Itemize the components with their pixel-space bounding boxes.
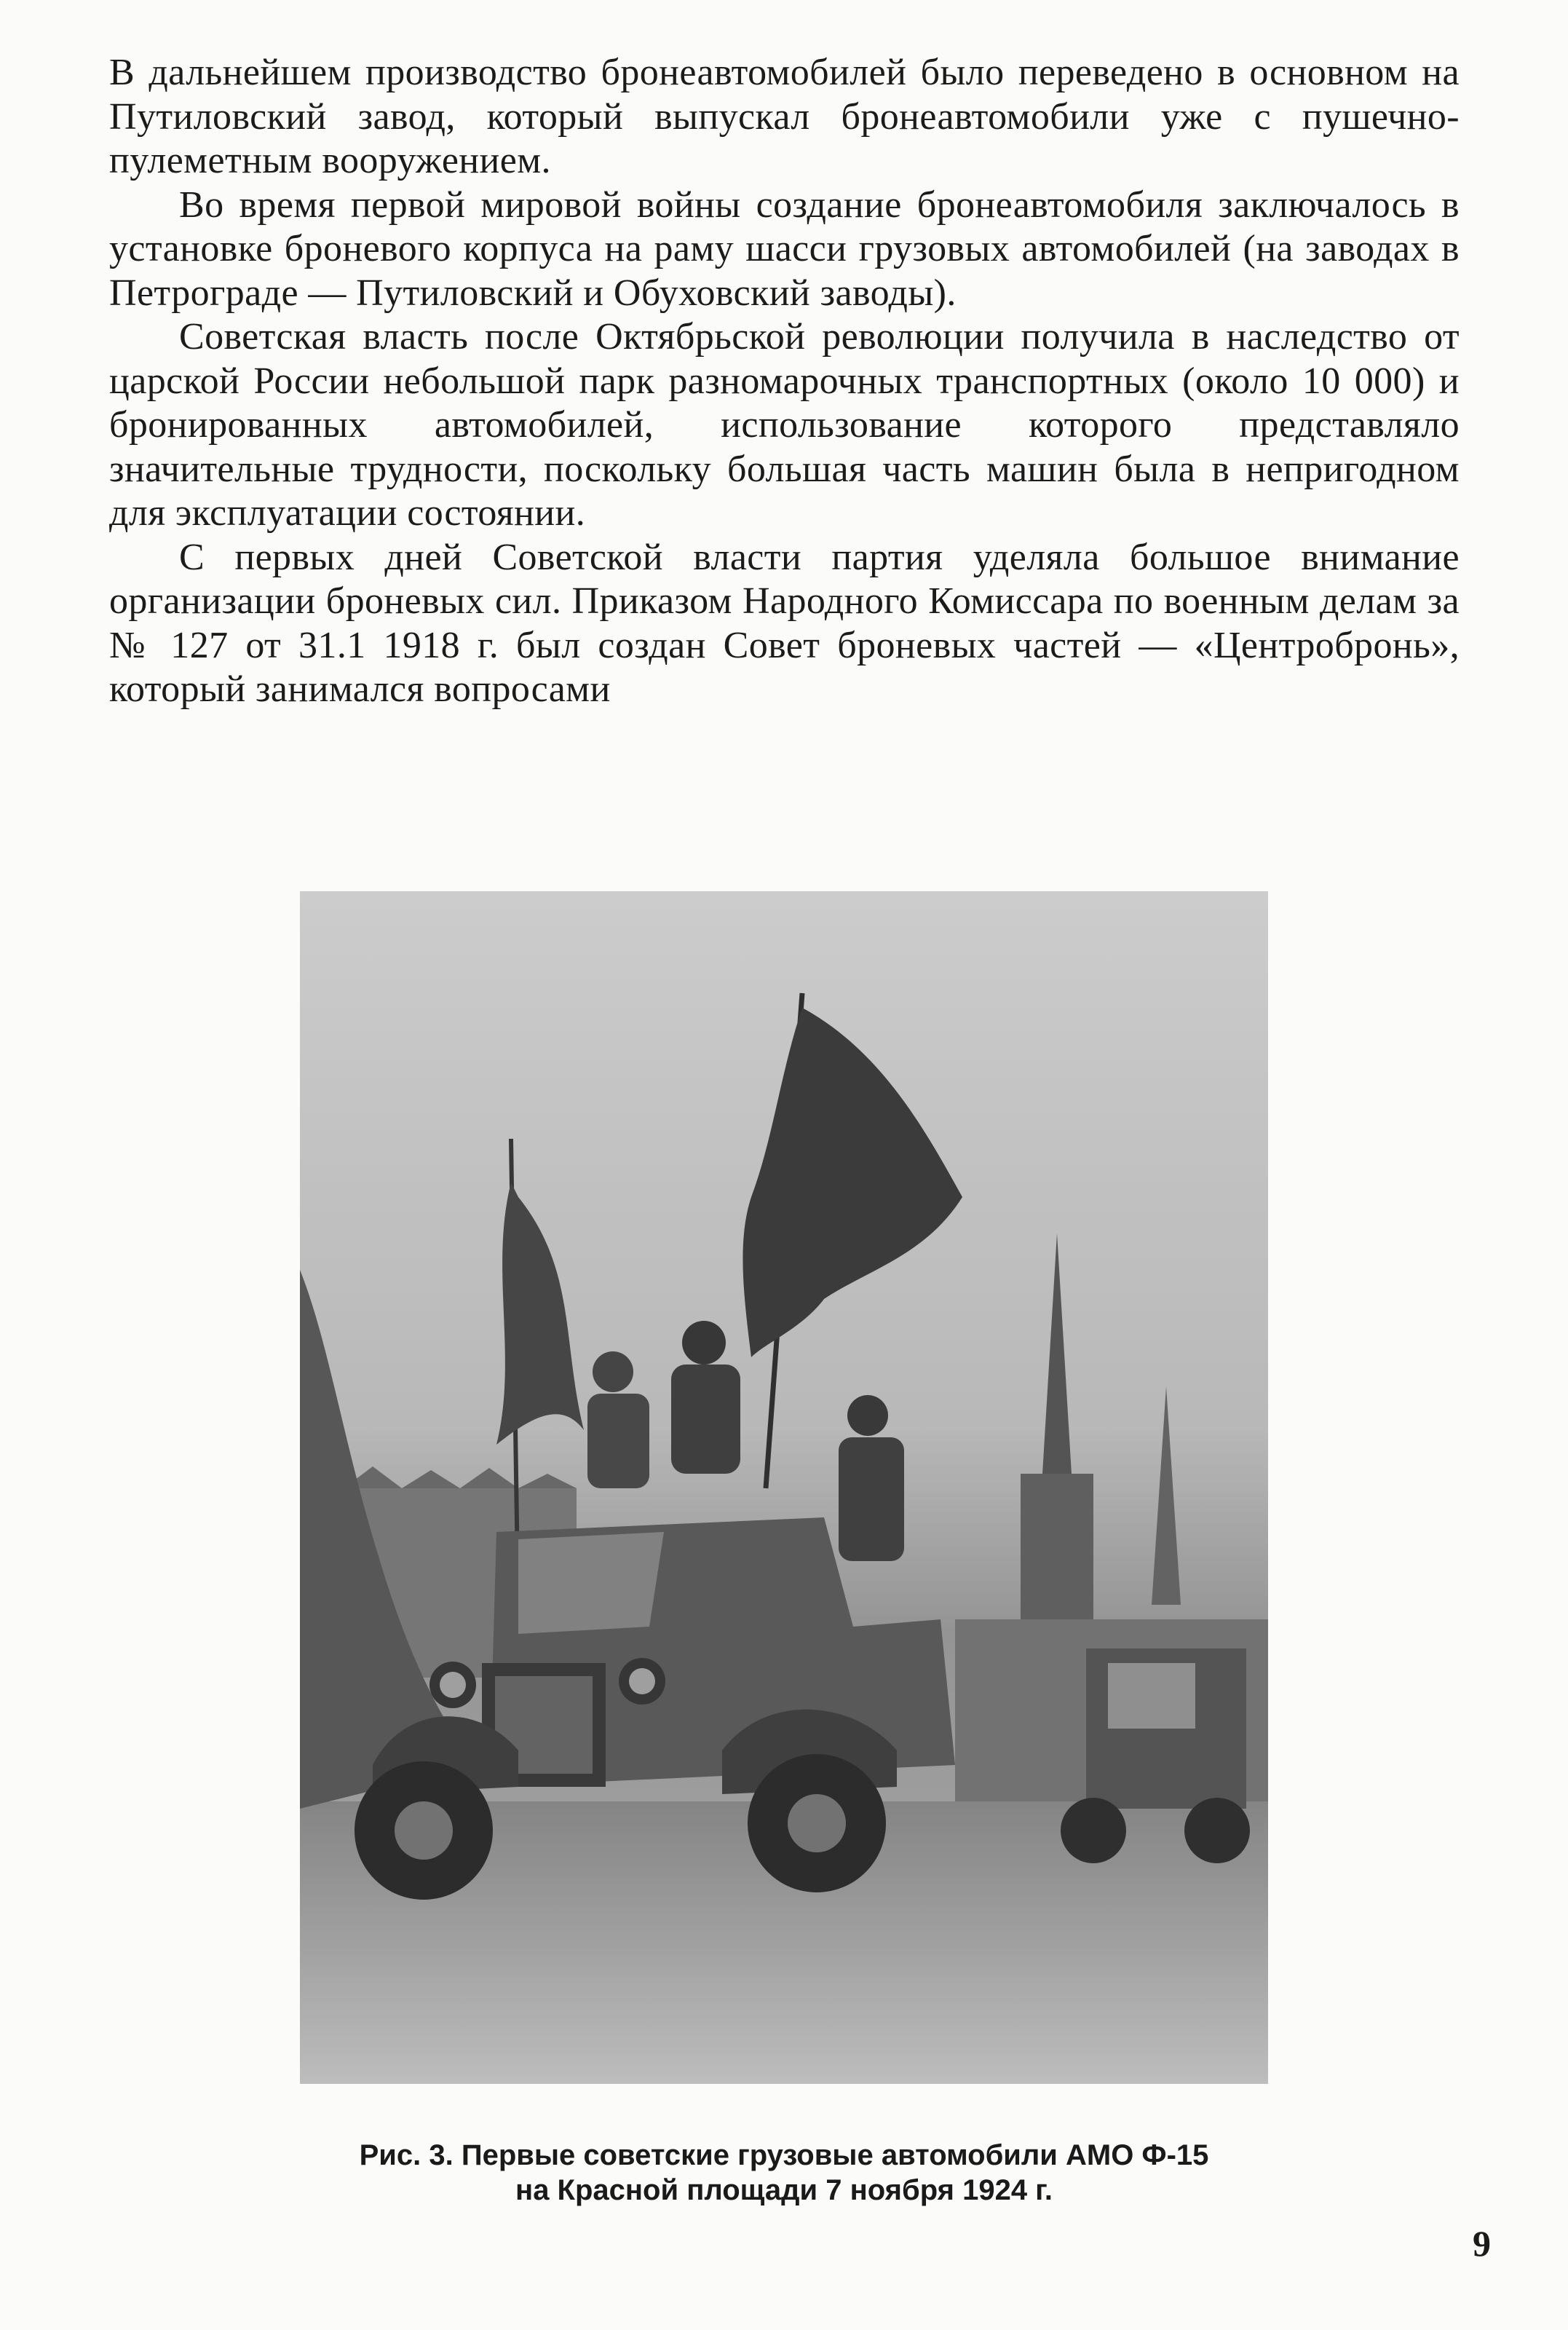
paragraph-2: Во время первой мировой войны создание бронеавтомобиля заключалось в установке броневого корпуса на раму шасси грузовых автомобилей (на заводах в Петрограде — Путиловский и Обуховский заводы). xyxy=(109,183,1460,314)
paragraph-3: Советская власть после Октябрьской революции получила в наследство от царской России небольшой парк разномарочных транспортных (около 10 000) и бронированных автомобилей, использование которого представляло значительные трудности, поскольку большая часть машин была в непригодном для эксплуатации состоянии. xyxy=(109,316,1460,534)
body-text xyxy=(109,51,1460,712)
photo-illustration xyxy=(300,891,1268,2084)
grain-overlay xyxy=(300,891,1268,2084)
caption-line-2: на Красной площади 7 ноября 1924 г. xyxy=(515,2174,1053,2206)
paragraph-4: С первых дней Советской власти партия уделяла большое внимание организации броневых сил. Приказом Народного Комиссара по военным делам за № 127 от 31.1 1918 г. был создан Совет броневых частей — «Центробронь», который занимался вопросами xyxy=(109,536,1460,710)
paragraph-1: В дальнейшем производство бронеавтомобилей было переведено в основном на Путиловский завод, который выпускал бронеавтомобили уже с пушечно-пулеметным вооружением. xyxy=(109,52,1460,181)
figure-photo xyxy=(300,891,1268,2084)
figure-caption xyxy=(218,2138,1350,2208)
caption-line-1: Рис. 3. Первые советские грузовые автомобили АМО Ф-15 xyxy=(359,2139,1209,2171)
page-number: 9 xyxy=(1473,2223,1491,2264)
